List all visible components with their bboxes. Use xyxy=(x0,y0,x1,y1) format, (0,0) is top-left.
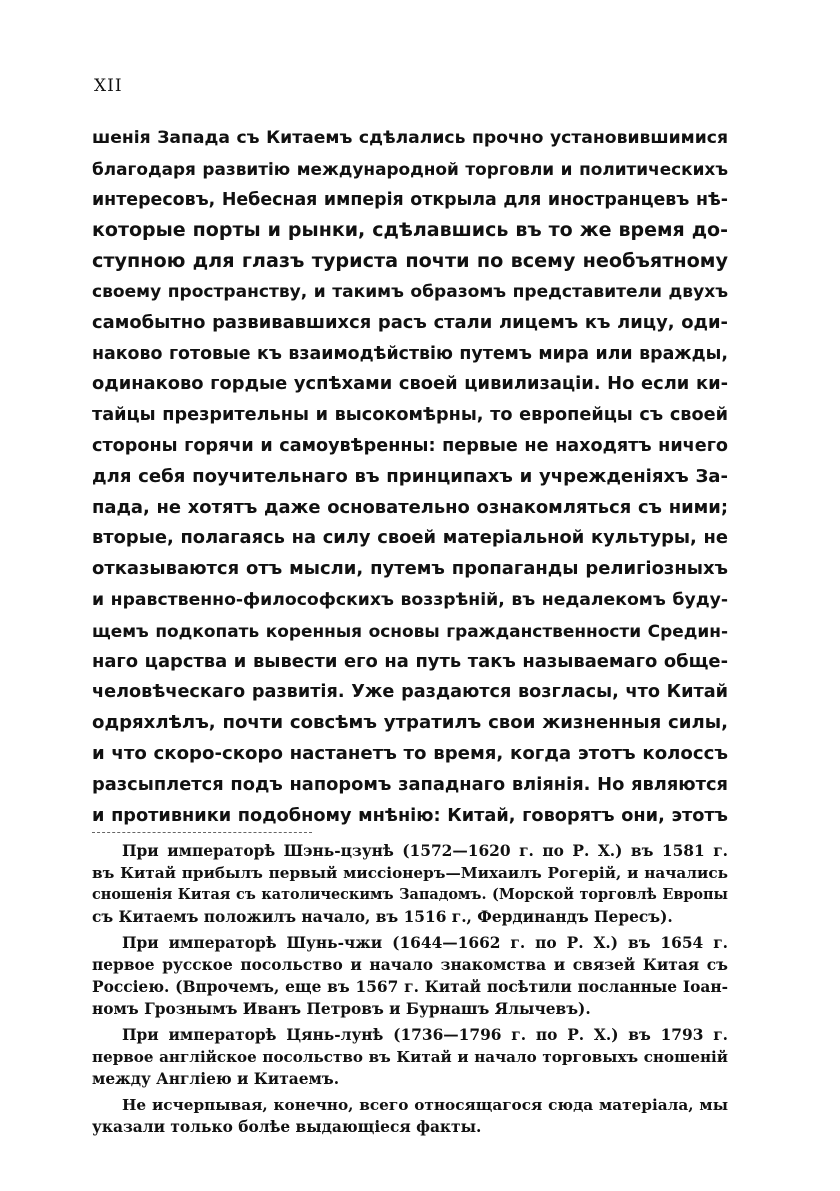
text-line: которые порты и рынки, сдѣлавшись въ то же время до- xyxy=(92,219,728,242)
footnote-separator xyxy=(92,832,312,833)
main-text xyxy=(92,123,728,831)
text-line: благодаря развитію международной торговли и политическихъ xyxy=(92,158,728,179)
text-line: стороны горячи и самоувѣренны: первые не находятъ ничего xyxy=(92,435,728,456)
footnote xyxy=(92,932,728,1020)
text-line: интересовъ, Небесная имперія открыла для иностранцевъ нѣ- xyxy=(92,189,728,210)
footnote xyxy=(92,1094,728,1138)
footnote xyxy=(92,840,728,928)
footnote-line: При императорѣ Шунь-чжи (1644—1662 г. по Р. Х.) въ 1654 г. xyxy=(122,934,728,952)
footnote-line: При императорѣ Шэнь-цзунѣ (1572—1620 г. по Р. Х.) въ 1581 г. xyxy=(122,842,728,860)
text-line: наго царства и вывести его на путь такъ называемаго обще- xyxy=(92,650,728,672)
footnote-line: сношенія Китая съ католическимъ Западомъ. (Морской торговлѣ Европы xyxy=(92,886,728,903)
text-line: наково готовые къ взаимодѣйствію путемъ мира или вражды, xyxy=(92,343,728,364)
footnote-line: номъ Грознымъ Иванъ Петровъ и Бурнашъ Ялычевъ). xyxy=(92,1000,591,1018)
page-number: XII xyxy=(94,76,123,96)
footnote-line: между Англіею и Китаемъ. xyxy=(92,1070,340,1088)
footnote-line: въ Китай прибылъ первый миссіонеръ—Михаилъ Рогерій, и начались xyxy=(92,864,728,882)
text-line: одряхлѣлъ, почти совсѣмъ утратилъ свои жизненныя силы, xyxy=(92,712,728,734)
footnote-line: При императорѣ Цянь-лунѣ (1736—1796 г. по Р. Х.) въ 1793 г. xyxy=(122,1026,728,1044)
text-line: одинаково гордые успѣхами своей цивилизаціи. Но если ки- xyxy=(92,373,728,395)
text-line: самобытно развивавшихся расъ стали лицемъ къ лицу, оди- xyxy=(92,311,728,333)
footnote-line: Россіею. (Впрочемъ, еще въ 1567 г. Китай посѣтили посланные Іоан- xyxy=(92,978,728,996)
text-line: человѣческаго развитія. Уже раздаются возгласы, что Китай xyxy=(92,682,728,703)
footnote-line: первое русское посольство и начало знакомства и связей Китая съ xyxy=(92,956,728,974)
footnote-line: указали только болѣе выдающіеся факты. xyxy=(92,1118,482,1136)
text-line: и что скоро-скоро настанетъ то время, когда этотъ колоссъ xyxy=(92,742,728,764)
footnote-line: Не исчерпывая, конечно, всего относящагося сюда матеріала, мы xyxy=(122,1096,728,1114)
footnote-line: первое англійское посольство въ Китай и начало торговыхъ сношеній xyxy=(92,1048,728,1066)
text-line: тайцы презрительны и высокомѣрны, то европейцы съ своей xyxy=(92,405,728,426)
text-line: и противники подобному мнѣнію: Китай, говорятъ они, этотъ xyxy=(92,805,728,826)
text-line: пада, не хотятъ даже основательно ознакомляться съ ними; xyxy=(92,496,728,518)
footnotes xyxy=(92,840,728,1138)
text-line: разсыплется подъ напоромъ западнаго вліянія. Но являются xyxy=(92,773,728,795)
text-line: вторые, полагаясь на силу своей матеріальной культуры, не xyxy=(92,527,728,549)
text-line: ступною для глазъ туриста почти по всему необъятному xyxy=(92,249,728,273)
text-line: шенія Запада съ Китаемъ сдѣлались прочно установившимися xyxy=(92,128,728,148)
footnote-line: съ Китаемъ положилъ начало, въ 1516 г., Фердинандъ Пересъ). xyxy=(92,908,673,926)
text-line: для себя поучительнаго въ принципахъ и учрежденіяхъ За- xyxy=(92,465,728,487)
footnote xyxy=(92,1024,728,1090)
text-line: своему пространству, и такимъ образомъ представители двухъ xyxy=(92,281,728,302)
text-line: отказываются отъ мысли, путемъ пропаганды религіозныхъ xyxy=(92,558,728,580)
text-line: и нравственно-философскихъ воззрѣній, въ недалекомъ буду- xyxy=(92,589,728,610)
text-line: щемъ подкопать коренныя основы гражданственности Средин- xyxy=(92,620,728,641)
